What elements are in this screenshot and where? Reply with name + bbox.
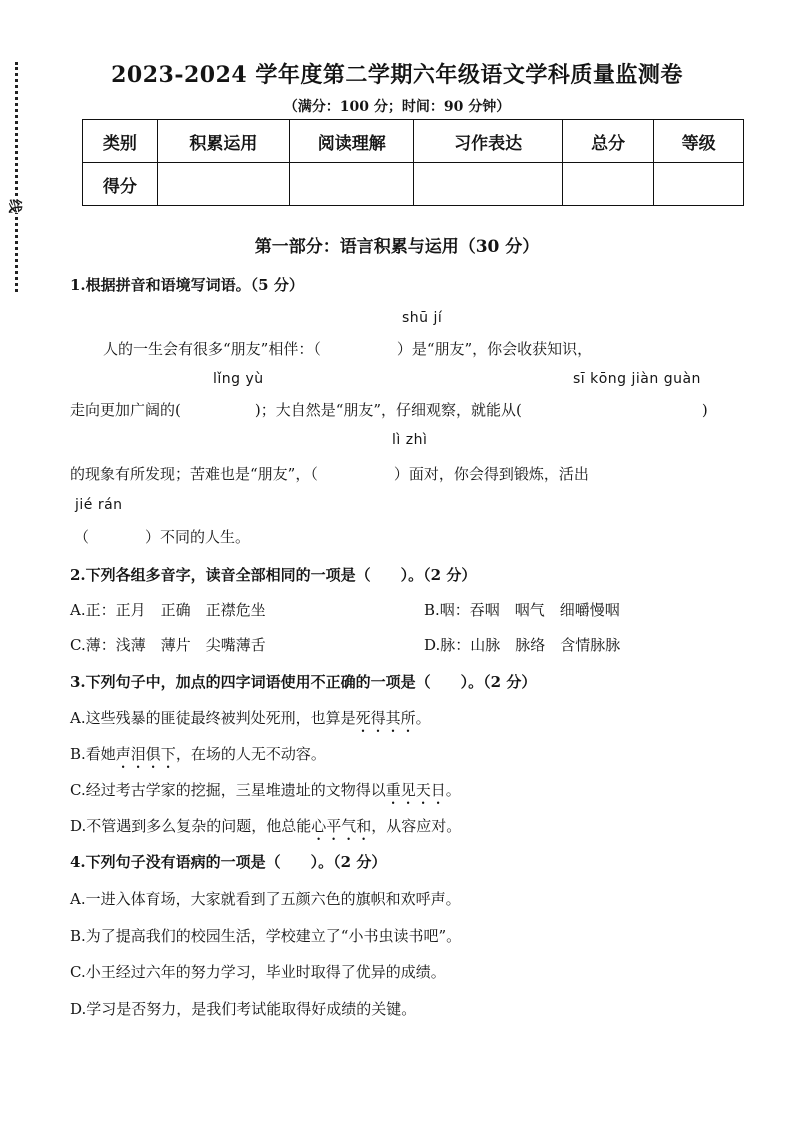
table-header-cell: 积累运用 [157, 120, 289, 163]
text-segment: ，在场的人无不动容。 [175, 745, 326, 763]
question-1-line-1 [103, 338, 592, 359]
question-3-option-c [70, 779, 461, 808]
question-3-option-b [70, 743, 326, 772]
question-2-stem: 2.下列各组多音字，读音全部相同的一项是（ ）。（2 分） [70, 566, 477, 584]
text-segment: 。 [445, 781, 461, 799]
text-segment: A.这些残暴的匪徒最终被判处死刑，也算是 [70, 709, 356, 727]
pinyin-3: sī kōng jiàn guàn [573, 371, 701, 387]
table-score-row [83, 163, 744, 206]
section-title: 第一部分：语言积累与运用（30 分） [254, 237, 540, 257]
text-segment: ) [701, 401, 708, 419]
pinyin-1: shū jí [402, 310, 443, 326]
question-1-line-2 [70, 399, 708, 420]
dotted-idiom: 重见天日 [385, 781, 446, 799]
binding-label: 线 [5, 199, 25, 213]
question-2-option-a: A.正：正月 正确 正襟危坐 [70, 601, 266, 619]
page-title: 2023-2024 学年度第二学期六年级语文学科质量监测卷 [111, 62, 683, 88]
text-segment: ）面对，你会得到锻炼，活出 [393, 465, 589, 483]
score-cell[interactable] [562, 163, 654, 206]
text-segment: （ [74, 528, 90, 546]
question-4-stem: 4.下列句子没有语病的一项是（ ）。（2 分） [70, 853, 387, 871]
text-segment: D.不管遇到多么复杂的问题，他总能 [70, 817, 312, 835]
text-segment: 。 [415, 709, 431, 727]
score-table [82, 119, 744, 206]
question-2-option-c: C.薄：浅薄 薄片 尖嘴薄舌 [70, 636, 266, 654]
text-segment: )；大自然是“朋友”，仔细观察，就能从( [254, 401, 522, 419]
question-1-line-4 [74, 526, 250, 547]
score-cell[interactable] [414, 163, 562, 206]
score-cell[interactable] [290, 163, 414, 206]
table-header-row [83, 120, 744, 163]
text-segment: 的现象有所发现；苦难也是“朋友”，（ [70, 465, 318, 483]
text-segment: C.经过考古学家的挖掘，三星堆遗址的文物得以 [70, 781, 386, 799]
table-header-cell: 习作表达 [414, 120, 562, 163]
question-4-option-d: D.学习是否努力，是我们考试能取得好成绩的关键。 [70, 1000, 417, 1018]
dotted-idiom: 心平气和 [311, 817, 372, 835]
question-1-stem: 1.根据拼音和语境写词语。（5 分） [70, 276, 304, 294]
dotted-idiom: 声泪俱下 [115, 745, 176, 763]
score-cell[interactable] [157, 163, 289, 206]
text-segment: B.看她 [70, 745, 116, 763]
table-header-cell: 总分 [562, 120, 654, 163]
dotted-idiom: 死得其所 [355, 709, 416, 727]
question-4-option-b: B.为了提高我们的校园生活，学校建立了“小书虫读书吧”。 [70, 927, 462, 945]
question-4-option-c: C.小王经过六年的努力学习，毕业时取得了优异的成绩。 [70, 963, 446, 981]
pinyin-2: lǐng yù [213, 371, 264, 387]
question-2-option-b: B.咽：吞咽 咽气 细嚼慢咽 [424, 601, 620, 619]
table-row-label: 得分 [83, 163, 158, 206]
text-segment: ，从容应对。 [371, 817, 462, 835]
question-3-option-a [70, 707, 431, 736]
text-segment: 走向更加广阔的( [70, 401, 181, 419]
text-segment: 人的一生会有很多“朋友”相伴：（ [103, 340, 321, 358]
table-header-cell: 等级 [654, 120, 744, 163]
question-2-option-d: D.脉：山脉 脉络 含情脉脉 [424, 636, 621, 654]
score-cell[interactable] [654, 163, 744, 206]
question-3-option-d [70, 815, 461, 844]
table-header-cell: 类别 [83, 120, 158, 163]
page-subtitle: （满分：100 分；时间：90 分钟） [283, 99, 511, 115]
question-3-stem: 3.下列句子中，加点的四字词语使用不正确的一项是（ ）。（2 分） [70, 673, 537, 691]
pinyin-4: lì zhì [392, 432, 428, 448]
table-header-cell: 阅读理解 [290, 120, 414, 163]
text-segment: ）是“朋友”，你会收获知识， [396, 340, 593, 358]
text-segment: ）不同的人生。 [145, 528, 251, 546]
pinyin-5: jié rán [75, 497, 123, 513]
question-1-line-3 [70, 463, 589, 484]
question-4-option-a: A.一进入体育场，大家就看到了五颜六色的旗帜和欢呼声。 [70, 890, 461, 908]
